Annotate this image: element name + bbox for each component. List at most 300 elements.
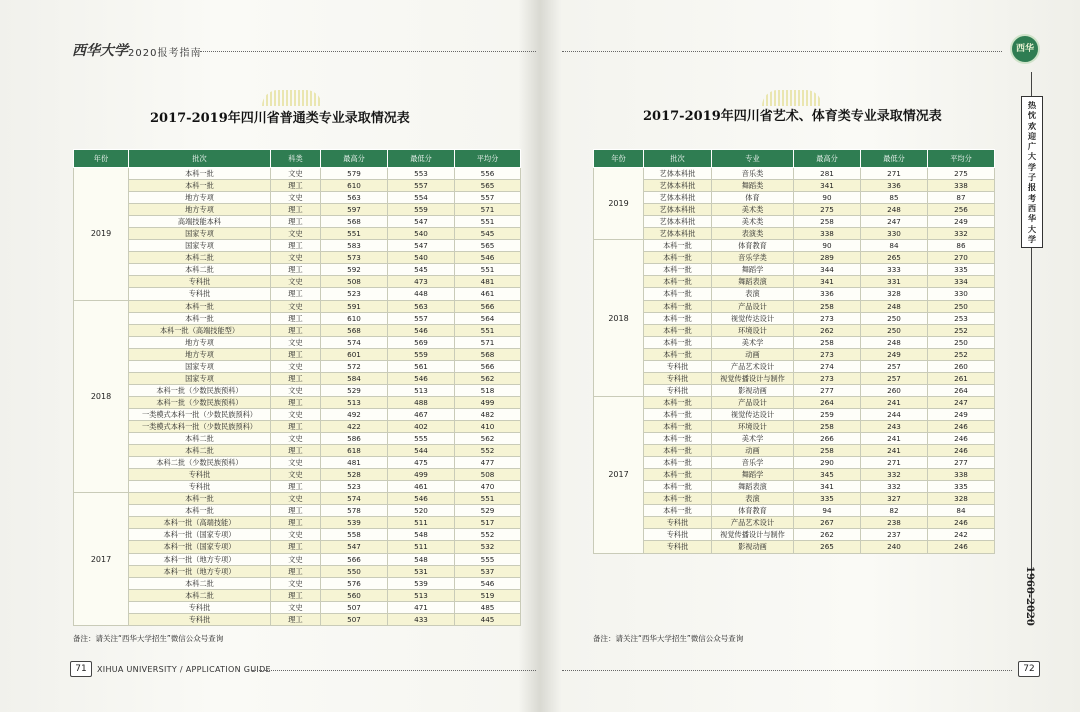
table-cell: 专科批 bbox=[129, 481, 271, 493]
table-cell: 461 bbox=[455, 288, 521, 300]
side-slogan-char: 华 bbox=[1027, 213, 1037, 224]
table-cell: 610 bbox=[321, 312, 388, 324]
table-row bbox=[594, 420, 995, 432]
table-row bbox=[74, 541, 521, 553]
table-cell: 本科二批 bbox=[129, 445, 271, 457]
table-cell: 572 bbox=[321, 360, 388, 372]
table-cell: 257 bbox=[861, 372, 928, 384]
header-brand: 西华大学 bbox=[72, 43, 128, 59]
table-cell: 554 bbox=[388, 192, 455, 204]
table-row bbox=[594, 433, 995, 445]
table-cell: 328 bbox=[861, 288, 928, 300]
table-cell: 美术学 bbox=[712, 336, 794, 348]
table-cell: 539 bbox=[321, 517, 388, 529]
university-logo-icon: 西华 bbox=[1010, 34, 1040, 64]
column-header: 专业 bbox=[712, 150, 794, 168]
table-cell: 理工 bbox=[271, 589, 321, 601]
table-cell: 566 bbox=[455, 360, 521, 372]
table-cell: 569 bbox=[388, 336, 455, 348]
table-cell: 270 bbox=[928, 252, 995, 264]
table-cell: 289 bbox=[794, 252, 861, 264]
header-guide: 2020报考指南 bbox=[128, 48, 202, 59]
table-cell: 410 bbox=[455, 420, 521, 432]
table-row bbox=[594, 384, 995, 396]
table-cell: 422 bbox=[321, 420, 388, 432]
table-cell: 文史 bbox=[271, 360, 321, 372]
table-cell: 546 bbox=[455, 577, 521, 589]
table-cell: 文史 bbox=[271, 300, 321, 312]
table-cell: 546 bbox=[455, 252, 521, 264]
table-cell: 本科一批 bbox=[644, 264, 712, 276]
table-cell: 理工 bbox=[271, 240, 321, 252]
table-cell: 250 bbox=[861, 312, 928, 324]
table-cell: 332 bbox=[861, 469, 928, 481]
table-row bbox=[594, 264, 995, 276]
table-cell: 488 bbox=[388, 396, 455, 408]
table-cell: 本科一批 bbox=[644, 493, 712, 505]
table-cell: 566 bbox=[321, 553, 388, 565]
column-header: 最低分 bbox=[388, 150, 455, 168]
side-slogan-char: 西 bbox=[1027, 202, 1037, 213]
table-cell: 文史 bbox=[271, 276, 321, 288]
table-cell: 本科一批 bbox=[644, 336, 712, 348]
table-cell: 331 bbox=[861, 276, 928, 288]
table-cell: 511 bbox=[388, 541, 455, 553]
table-row bbox=[594, 276, 995, 288]
table-row bbox=[74, 324, 521, 336]
header-rule bbox=[200, 51, 536, 52]
table-cell: 618 bbox=[321, 445, 388, 457]
table-cell: 理工 bbox=[271, 348, 321, 360]
table-cell: 艺体本科批 bbox=[644, 168, 712, 180]
table-cell: 341 bbox=[794, 481, 861, 493]
table-cell: 动画 bbox=[712, 348, 794, 360]
table-cell: 本科一批（少数民族预科） bbox=[129, 384, 271, 396]
table-cell: 528 bbox=[321, 469, 388, 481]
table-cell: 249 bbox=[928, 408, 995, 420]
table-cell: 艺体本科批 bbox=[644, 180, 712, 192]
table-cell: 专科批 bbox=[129, 601, 271, 613]
table-cell: 文史 bbox=[271, 493, 321, 505]
table-cell: 551 bbox=[455, 264, 521, 276]
table-cell: 520 bbox=[388, 505, 455, 517]
table-row bbox=[74, 420, 521, 432]
table-cell: 国家专项 bbox=[129, 228, 271, 240]
table-cell: 90 bbox=[794, 192, 861, 204]
table-cell: 地方专项 bbox=[129, 204, 271, 216]
table-cell: 影视动画 bbox=[712, 384, 794, 396]
table-row bbox=[74, 348, 521, 360]
table-row bbox=[594, 240, 995, 252]
side-slogan-char: 学 bbox=[1027, 233, 1037, 244]
table-cell: 257 bbox=[861, 360, 928, 372]
table-cell: 本科一批（高端技能型） bbox=[129, 324, 271, 336]
table-cell: 地方专项 bbox=[129, 192, 271, 204]
table-cell: 256 bbox=[928, 204, 995, 216]
table-cell: 529 bbox=[321, 384, 388, 396]
table-cell: 舞蹈学 bbox=[712, 264, 794, 276]
table-cell: 理工 bbox=[271, 204, 321, 216]
footer-text: XIHUA UNIVERSITY / APPLICATION GUIDE bbox=[97, 665, 271, 674]
table-cell: 499 bbox=[455, 396, 521, 408]
table-cell: 专科批 bbox=[644, 372, 712, 384]
table-cell: 550 bbox=[321, 565, 388, 577]
general-admission-table bbox=[73, 149, 521, 626]
side-slogan-char: 子 bbox=[1027, 172, 1037, 183]
table-cell: 产品艺术设计 bbox=[712, 517, 794, 529]
table-cell: 246 bbox=[928, 433, 995, 445]
table-cell: 本科一批（少数民族预科） bbox=[129, 396, 271, 408]
header-rule-right bbox=[562, 51, 1002, 52]
table-cell: 文史 bbox=[271, 384, 321, 396]
table-cell: 246 bbox=[928, 517, 995, 529]
table-cell: 578 bbox=[321, 505, 388, 517]
table-cell: 557 bbox=[455, 192, 521, 204]
right-note: 备注：请关注“西华大学招生”微信公众号查询 bbox=[593, 634, 744, 643]
table-row bbox=[594, 360, 995, 372]
table-row bbox=[594, 445, 995, 457]
table-row bbox=[594, 312, 995, 324]
table-cell: 402 bbox=[388, 420, 455, 432]
side-slogan-char: 迎 bbox=[1027, 130, 1037, 141]
table-cell: 290 bbox=[794, 457, 861, 469]
table-cell: 610 bbox=[321, 180, 388, 192]
table-cell: 舞蹈学 bbox=[712, 469, 794, 481]
table-cell: 专科批 bbox=[644, 384, 712, 396]
table-cell: 513 bbox=[388, 384, 455, 396]
table-cell: 本科一批 bbox=[129, 312, 271, 324]
table-cell: 564 bbox=[455, 312, 521, 324]
table-cell: 271 bbox=[861, 457, 928, 469]
table-cell: 文史 bbox=[271, 577, 321, 589]
table-cell: 559 bbox=[388, 204, 455, 216]
table-cell: 266 bbox=[794, 433, 861, 445]
table-cell: 565 bbox=[455, 240, 521, 252]
table-cell: 理工 bbox=[271, 396, 321, 408]
table-cell: 546 bbox=[388, 324, 455, 336]
table-cell: 音乐学类 bbox=[712, 252, 794, 264]
table-cell: 体育教育 bbox=[712, 240, 794, 252]
table-cell: 理工 bbox=[271, 445, 321, 457]
table-cell: 547 bbox=[388, 240, 455, 252]
table-cell: 275 bbox=[794, 204, 861, 216]
title-ornament bbox=[262, 90, 322, 106]
table-cell: 529 bbox=[455, 505, 521, 517]
table-cell: 250 bbox=[928, 336, 995, 348]
table-cell: 253 bbox=[928, 312, 995, 324]
table-cell: 舞蹈表演 bbox=[712, 481, 794, 493]
table-cell: 本科一批 bbox=[644, 240, 712, 252]
table-cell: 环境设计 bbox=[712, 420, 794, 432]
table-cell: 专科批 bbox=[129, 276, 271, 288]
table-cell: 267 bbox=[794, 517, 861, 529]
table-cell: 246 bbox=[928, 420, 995, 432]
table-cell: 一类模式本科一批（少数民族预科） bbox=[129, 408, 271, 420]
table-cell: 517 bbox=[455, 517, 521, 529]
table-cell: 本科二批 bbox=[129, 433, 271, 445]
table-row bbox=[74, 445, 521, 457]
table-cell: 本科一批 bbox=[644, 445, 712, 457]
table-row bbox=[74, 517, 521, 529]
table-cell: 579 bbox=[321, 168, 388, 180]
table-cell: 本科二批 bbox=[129, 264, 271, 276]
table-cell: 241 bbox=[861, 433, 928, 445]
table-cell: 335 bbox=[794, 493, 861, 505]
table-cell: 本科一批 bbox=[644, 481, 712, 493]
table-row bbox=[594, 481, 995, 493]
table-cell: 559 bbox=[388, 348, 455, 360]
column-header: 最高分 bbox=[321, 150, 388, 168]
table-row bbox=[74, 553, 521, 565]
table-cell: 产品设计 bbox=[712, 396, 794, 408]
column-header: 年份 bbox=[594, 150, 644, 168]
table-cell: 艺体本科批 bbox=[644, 216, 712, 228]
table-row bbox=[594, 505, 995, 517]
table-cell: 本科一批 bbox=[644, 420, 712, 432]
footer-rule bbox=[252, 670, 536, 671]
table-cell: 333 bbox=[861, 264, 928, 276]
table-cell: 本科一批 bbox=[644, 408, 712, 420]
table-cell: 文史 bbox=[271, 457, 321, 469]
table-cell: 本科二批 bbox=[129, 589, 271, 601]
table-row bbox=[594, 252, 995, 264]
table-cell: 国家专项 bbox=[129, 240, 271, 252]
table-cell: 508 bbox=[321, 276, 388, 288]
table-row bbox=[74, 252, 521, 264]
table-cell: 国家专项 bbox=[129, 360, 271, 372]
table-cell: 文史 bbox=[271, 553, 321, 565]
table-cell: 481 bbox=[455, 276, 521, 288]
table-cell: 568 bbox=[321, 216, 388, 228]
table-cell: 文史 bbox=[271, 433, 321, 445]
table-row bbox=[74, 408, 521, 420]
table-cell: 本科一批 bbox=[644, 457, 712, 469]
table-cell: 584 bbox=[321, 372, 388, 384]
table-cell: 237 bbox=[861, 529, 928, 541]
table-row bbox=[594, 396, 995, 408]
table-row bbox=[594, 228, 995, 240]
table-cell: 560 bbox=[321, 589, 388, 601]
table-cell: 545 bbox=[388, 264, 455, 276]
table-cell: 文史 bbox=[271, 228, 321, 240]
table-cell: 表演类 bbox=[712, 228, 794, 240]
table-cell: 理工 bbox=[271, 541, 321, 553]
table-cell: 273 bbox=[794, 312, 861, 324]
table-cell: 视觉传播设计与制作 bbox=[712, 529, 794, 541]
table-cell: 262 bbox=[794, 324, 861, 336]
table-cell: 485 bbox=[455, 601, 521, 613]
table-row bbox=[74, 565, 521, 577]
table-cell: 本科一批 bbox=[644, 396, 712, 408]
table-row bbox=[594, 192, 995, 204]
table-cell: 511 bbox=[388, 517, 455, 529]
table-cell: 文史 bbox=[271, 168, 321, 180]
left-page-number: 71 bbox=[70, 661, 92, 677]
table-cell: 表演 bbox=[712, 288, 794, 300]
year-cell: 2017 bbox=[594, 396, 644, 553]
table-cell: 本科一批 bbox=[644, 276, 712, 288]
table-cell: 90 bbox=[794, 240, 861, 252]
table-cell: 473 bbox=[388, 276, 455, 288]
table-cell: 260 bbox=[928, 360, 995, 372]
table-cell: 本科一批 bbox=[129, 180, 271, 192]
table-cell: 理工 bbox=[271, 264, 321, 276]
column-header: 年份 bbox=[74, 150, 129, 168]
table-cell: 舞蹈类 bbox=[712, 180, 794, 192]
table-row bbox=[594, 541, 995, 553]
table-cell: 566 bbox=[455, 300, 521, 312]
left-note: 备注：请关注“西华大学招生”微信公众号查询 bbox=[73, 634, 224, 643]
table-cell: 252 bbox=[928, 324, 995, 336]
table-cell: 240 bbox=[861, 541, 928, 553]
table-row bbox=[74, 192, 521, 204]
table-cell: 561 bbox=[388, 360, 455, 372]
side-slogan-char: 欢 bbox=[1027, 120, 1037, 131]
table-cell: 理工 bbox=[271, 324, 321, 336]
table-cell: 本科二批 bbox=[129, 252, 271, 264]
table-cell: 544 bbox=[388, 445, 455, 457]
table-row bbox=[74, 168, 521, 180]
side-slogan-char: 广 bbox=[1027, 141, 1037, 152]
table-cell: 260 bbox=[861, 384, 928, 396]
table-cell: 523 bbox=[321, 288, 388, 300]
table-cell: 271 bbox=[861, 168, 928, 180]
table-cell: 341 bbox=[794, 276, 861, 288]
table-cell: 241 bbox=[861, 445, 928, 457]
table-row bbox=[594, 288, 995, 300]
table-cell: 573 bbox=[321, 252, 388, 264]
table-cell: 本科一批（地方专项） bbox=[129, 553, 271, 565]
table-cell: 本科一批 bbox=[129, 505, 271, 517]
table-row bbox=[594, 216, 995, 228]
table-cell: 557 bbox=[388, 180, 455, 192]
table-cell: 523 bbox=[321, 481, 388, 493]
table-cell: 334 bbox=[928, 276, 995, 288]
table-cell: 563 bbox=[321, 192, 388, 204]
table-cell: 258 bbox=[794, 445, 861, 457]
table-cell: 262 bbox=[794, 529, 861, 541]
table-cell: 571 bbox=[455, 204, 521, 216]
column-header: 平均分 bbox=[455, 150, 521, 168]
table-cell: 552 bbox=[455, 529, 521, 541]
table-cell: 产品艺术设计 bbox=[712, 360, 794, 372]
table-cell: 258 bbox=[794, 336, 861, 348]
table-cell: 338 bbox=[928, 180, 995, 192]
table-cell: 275 bbox=[928, 168, 995, 180]
table-row bbox=[74, 240, 521, 252]
table-cell: 568 bbox=[321, 324, 388, 336]
table-cell: 448 bbox=[388, 288, 455, 300]
side-slogan-char: 热 bbox=[1027, 100, 1037, 110]
table-row bbox=[594, 493, 995, 505]
table-cell: 动画 bbox=[712, 445, 794, 457]
table-cell: 文史 bbox=[271, 252, 321, 264]
table-row bbox=[594, 372, 995, 384]
table-cell: 国家专项 bbox=[129, 372, 271, 384]
table-cell: 574 bbox=[321, 493, 388, 505]
right-table-title: 2017-2019年四川省艺术、体育类专业录取情况表 bbox=[643, 109, 942, 124]
table-cell: 本科一批（国家专项） bbox=[129, 541, 271, 553]
table-cell: 277 bbox=[928, 457, 995, 469]
year-cell: 2019 bbox=[74, 168, 129, 301]
table-cell: 273 bbox=[794, 372, 861, 384]
table-cell: 视觉传达设计 bbox=[712, 408, 794, 420]
table-cell: 94 bbox=[794, 505, 861, 517]
table-cell: 本科一批（高端技能） bbox=[129, 517, 271, 529]
table-cell: 513 bbox=[388, 589, 455, 601]
table-row bbox=[74, 384, 521, 396]
table-cell: 84 bbox=[861, 240, 928, 252]
table-cell: 艺体本科批 bbox=[644, 192, 712, 204]
table-cell: 影视动画 bbox=[712, 541, 794, 553]
table-cell: 本科一批 bbox=[644, 433, 712, 445]
table-cell: 328 bbox=[928, 493, 995, 505]
table-cell: 482 bbox=[455, 408, 521, 420]
table-cell: 文史 bbox=[271, 469, 321, 481]
table-cell: 248 bbox=[861, 204, 928, 216]
table-cell: 601 bbox=[321, 348, 388, 360]
table-row bbox=[74, 180, 521, 192]
table-row bbox=[74, 276, 521, 288]
year-cell: 2018 bbox=[74, 300, 129, 493]
table-cell: 546 bbox=[388, 372, 455, 384]
table-cell: 247 bbox=[861, 216, 928, 228]
table-cell: 264 bbox=[928, 384, 995, 396]
table-row bbox=[74, 457, 521, 469]
table-cell: 327 bbox=[861, 493, 928, 505]
table-cell: 238 bbox=[861, 517, 928, 529]
table-cell: 理工 bbox=[271, 565, 321, 577]
table-cell: 专科批 bbox=[644, 541, 712, 553]
table-row bbox=[594, 457, 995, 469]
table-cell: 551 bbox=[455, 216, 521, 228]
table-cell: 562 bbox=[455, 372, 521, 384]
table-row bbox=[74, 613, 521, 625]
table-cell: 508 bbox=[455, 469, 521, 481]
table-cell: 246 bbox=[928, 541, 995, 553]
table-cell: 475 bbox=[388, 457, 455, 469]
table-cell: 地方专项 bbox=[129, 348, 271, 360]
column-header: 科类 bbox=[271, 150, 321, 168]
table-cell: 美术类 bbox=[712, 216, 794, 228]
table-cell: 537 bbox=[455, 565, 521, 577]
table-row bbox=[74, 264, 521, 276]
table-row bbox=[594, 517, 995, 529]
table-cell: 环境设计 bbox=[712, 324, 794, 336]
year-cell: 2018 bbox=[594, 240, 644, 397]
table-cell: 本科一批 bbox=[644, 300, 712, 312]
table-cell: 理工 bbox=[271, 613, 321, 625]
table-cell: 557 bbox=[388, 312, 455, 324]
table-cell: 专科批 bbox=[129, 613, 271, 625]
right-page-number: 72 bbox=[1018, 661, 1040, 677]
table-row bbox=[74, 577, 521, 589]
table-cell: 249 bbox=[861, 348, 928, 360]
table-cell: 本科二批（少数民族预科） bbox=[129, 457, 271, 469]
table-row bbox=[74, 589, 521, 601]
table-row bbox=[74, 216, 521, 228]
year-cell: 2019 bbox=[594, 168, 644, 240]
table-cell: 248 bbox=[861, 336, 928, 348]
table-cell: 产品设计 bbox=[712, 300, 794, 312]
table-cell: 546 bbox=[388, 493, 455, 505]
table-cell: 574 bbox=[321, 336, 388, 348]
table-cell: 地方专项 bbox=[129, 336, 271, 348]
table-row bbox=[74, 481, 521, 493]
table-cell: 250 bbox=[861, 324, 928, 336]
right-page bbox=[542, 0, 1080, 712]
table-cell: 335 bbox=[928, 264, 995, 276]
